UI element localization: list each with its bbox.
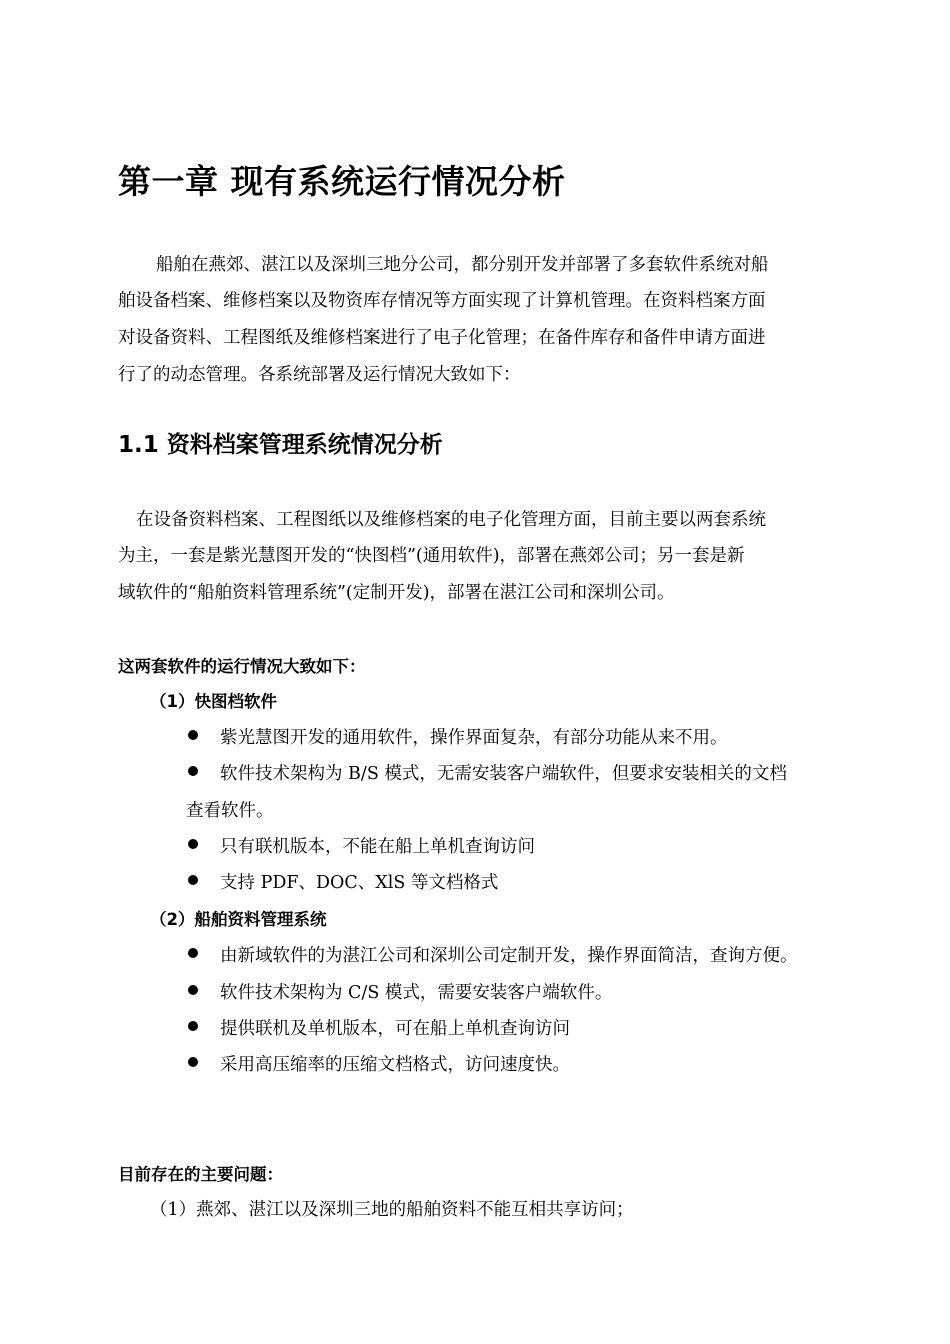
section-line: 在设备资料档案、工程图纸以及维修档案的电子化管理方面，目前主要以两套系统 [136, 510, 766, 530]
software1-bullet: 支持 PDF、DOC、XlS 等文档格式 [220, 873, 499, 893]
software2-bullet: 软件技术架构为 C/S 模式，需要安装客户端软件。 [220, 983, 613, 1003]
software1-bullet: 只有联机版本，不能在船上单机查询访问 [220, 837, 535, 857]
software1-bullet-continuation: 查看软件。 [186, 801, 274, 821]
bullet-dot [188, 875, 198, 885]
bullet-dot [188, 1021, 198, 1031]
bullet-dot [188, 766, 198, 776]
intro-line: 对设备资料、工程图纸及维修档案进行了电子化管理；在备件库存和备件申请方面进 [118, 328, 766, 348]
intro-line: 船舶在燕郊、湛江以及深圳三地分公司，都分别开发并部署了多套软件系统对船 [156, 255, 769, 275]
software2-bullet: 提供联机及单机版本，可在船上单机查询访问 [220, 1019, 570, 1039]
intro-line: 行了的动态管理。各系统部署及运行情况大致如下： [118, 365, 521, 385]
software1-label: （1）快图档软件 [150, 692, 277, 711]
bullet-dot [188, 839, 198, 849]
software2-bullet: 采用高压缩率的压缩文档格式，访问速度快。 [220, 1055, 570, 1075]
software1-bullet: 软件技术架构为 B/S 模式，无需安装客户端软件，但要求安装相关的文档 [220, 764, 787, 784]
bullet-dot [188, 985, 198, 995]
section-line: 域软件的“船舶资料管理系统”(定制开发)，部署在湛江公司和深圳公司。 [118, 583, 675, 603]
intro-line: 舶设备档案、维修档案以及物资库存情况等方面实现了计算机管理。在资料档案方面 [118, 291, 766, 311]
section-title: 1.1 资料档案管理系统情况分析 [118, 432, 443, 458]
chapter-title: 第一章 现有系统运行情况分析 [118, 162, 566, 201]
problem-item: （1）燕郊、湛江以及深圳三地的船舶资料不能互相共享访问； [150, 1200, 634, 1220]
section-line: 为主，一套是紫光慧图开发的“快图档”(通用软件)，部署在燕郊公司；另一套是新 [118, 546, 745, 566]
software2-label: （2）船舶资料管理系统 [150, 910, 327, 929]
bullet-dot [188, 1057, 198, 1067]
overview-label: 这两套软件的运行情况大致如下： [118, 657, 366, 676]
bullet-dot [188, 948, 198, 958]
problems-label: 目前存在的主要问题： [118, 1165, 283, 1184]
software1-bullet: 紫光慧图开发的通用软件，操作界面复杂，有部分功能从来不用。 [220, 728, 728, 748]
software2-bullet: 由新域软件的为湛江公司和深圳公司定制开发，操作界面简洁，查询方便。 [220, 946, 798, 966]
bullet-dot [188, 730, 198, 740]
